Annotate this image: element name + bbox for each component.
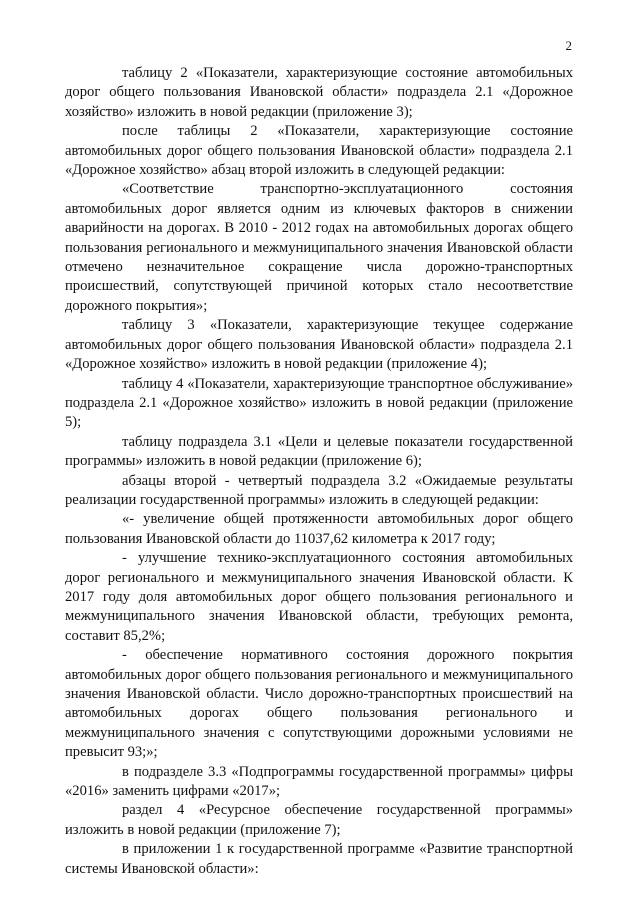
paragraph-road-condition-quote: «Соответствие транспортно-эксплуатационного состояния автомобильных дорог является одним из ключевых факторов в снижении аварийности на дорогах. В 2010 - 2012 годах на автомобильных дорогах общего пользования регионального и межмуниципального значения Ивановской области отмечено незначительное сокращение числа дорожно-транспортных происшествий, сопутствующей причиной которых стало несоответствие дорожного покрытия»; (65, 181, 573, 314)
paragraph-section-4: раздел 4 «Ресурсное обеспечение государственной программы» изложить в новой редакции (приложение 7); (65, 802, 573, 838)
paragraph-subsection-3-3: в подразделе 3.3 «Подпрограммы государственной программы» цифры «2016» заменить цифрами «2017»; (65, 763, 573, 800)
paragraph-appendix-1: в приложении 1 к государственной программе «Развитие транспортной системы Ивановской области»: (65, 841, 573, 877)
document-body (65, 64, 573, 879)
paragraph-after-table-2: после таблицы 2 «Показатели, характеризующие состояние автомобильных дорог общего пользования Ивановской области» подраздела 2.1 «Дорожное хозяйство» абзац второй изложить в следующей редакции: (65, 123, 573, 179)
paragraph-technical-condition: - улучшение технико-эксплуатационного состояния автомобильных дорог регионального и межмуниципального значения Ивановской области. К 2017 году доля автомобильных дорог общего пользования регионального и межмуниципального значения Ивановской области, требующих ремонта, составит 85,2%; (65, 550, 573, 644)
paragraph-table-3-replacement: таблицу 3 «Показатели, характеризующие текущее содержание автомобильных дорог общего пользования Ивановской области» подраздела 2.1 «Дорожное хозяйство» изложить в новой редакции (приложение 4); (65, 317, 573, 373)
paragraph-subsection-3-2-intro: абзацы второй - четвертый подраздела 3.2 «Ожидаемые результаты реализации государственной программы» изложить в следующей редакции: (65, 472, 573, 508)
paragraph-table-2-replacement: таблицу 2 «Показатели, характеризующие состояние автомобильных дорог общего пользования Ивановской области» подраздела 2.1 «Дорожное хозяйство» изложить в новой редакции (приложение 3); (65, 65, 573, 120)
paragraph-table-4-replacement: таблицу 4 «Показатели, характеризующие транспортное обслуживание» подраздела 2.1 «Дорожное хозяйство» изложить в новой редакции (приложение 5); (65, 375, 573, 431)
page-number: 2 (565, 38, 572, 53)
paragraph-surface-condition: - обеспечение нормативного состояния дорожного покрытия автомобильных дорог общего пользования регионального и межмуниципального значения Ивановской области. Число дорожно-транспортных происшествий на автомобильных дорогах общего пользования регионального и межмуниципального значения с сопутствующими дорожными условиями не превысит 93;»; (65, 647, 573, 761)
paragraph-road-length-increase: «- увеличение общей протяженности автомобильных дорог общего пользования Ивановской области до 11037,62 километра к 2017 году; (65, 511, 573, 547)
paragraph-subsection-3-1-table: таблицу подраздела 3.1 «Цели и целевые показатели государственной программы» изложить в новой редакции (приложение 6); (65, 433, 573, 470)
